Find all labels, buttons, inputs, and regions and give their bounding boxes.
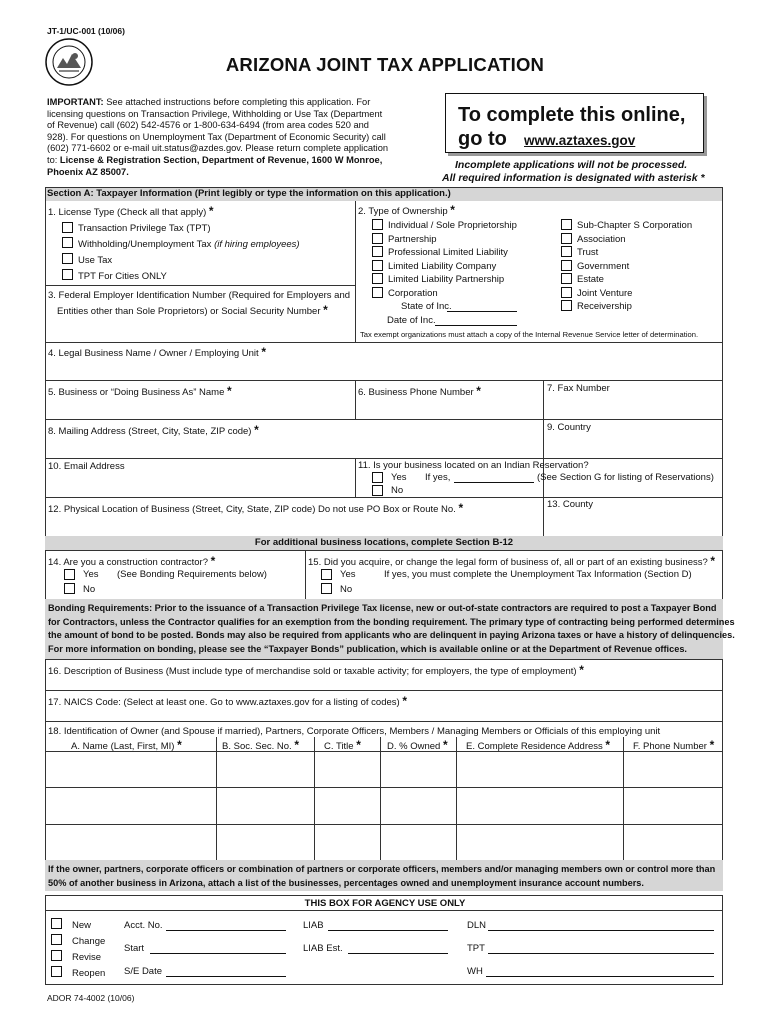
- q13-label: 13. County: [547, 499, 593, 510]
- q3-label-line2: [57, 304, 328, 318]
- important-label: IMPORTANT:: [47, 97, 104, 107]
- q2-checkbox[interactable]: [372, 219, 383, 230]
- fein-input[interactable]: [48, 318, 350, 340]
- asterisk-mark: *: [605, 738, 611, 752]
- asterisk-mark: *: [356, 738, 361, 752]
- q6-label-text: 6. Business Phone Number: [358, 387, 474, 398]
- q2-option: Professional Limited Liability: [388, 247, 508, 258]
- aztaxes-link[interactable]: www.aztaxes.gov: [524, 133, 636, 148]
- q7-label: 7. Fax Number: [547, 383, 610, 394]
- agency-new-checkbox[interactable]: [51, 918, 62, 929]
- legal-name-input[interactable]: [48, 358, 718, 378]
- asterisk-mark: *: [476, 384, 481, 398]
- q2-checkbox[interactable]: [561, 300, 572, 311]
- intro-line: (602) 771-6602 or e-mail uit.status@azdes.gov. Please return complete application: [47, 143, 389, 154]
- reservation-input[interactable]: [454, 482, 534, 483]
- asterisk-mark: *: [709, 738, 715, 752]
- page-title: ARIZONA JOINT TAX APPLICATION: [225, 54, 545, 75]
- q1-label-text: 1. License Type (Check all that apply): [48, 207, 207, 218]
- return-address-city: Phoenix AZ 85007.: [47, 166, 129, 177]
- liab-label: LIAB: [303, 920, 324, 931]
- date-of-inc-label: Date of Inc.: [387, 315, 436, 326]
- q2-option: Receivership: [577, 301, 632, 312]
- state-of-inc-input[interactable]: [447, 311, 517, 312]
- q1-option-use-tax: Use Tax: [78, 255, 113, 266]
- q2-checkbox[interactable]: [561, 260, 572, 271]
- dln-input[interactable]: [488, 930, 714, 931]
- q1-option-tpt: Transaction Privilege Tax (TPT): [78, 223, 211, 234]
- q2-option: Individual / Sole Proprietorship: [388, 220, 517, 231]
- agency-change-label: Change: [72, 936, 106, 947]
- q18-col-name-text: A. Name (Last, First, MI): [71, 741, 175, 752]
- bonding-line: for Contractors, unless the Contractor qualifies for an exemption from the bonding requirement. The primary type of contracting being performed determines: [48, 616, 735, 627]
- q18-col-ssn-text: B. Soc. Sec. No.: [222, 741, 292, 752]
- asterisk-mark: *: [177, 738, 182, 752]
- q16-label-text: 16. Description of Business (Must include type of merchandise sold or taxable activity; for employers, the type of employment): [48, 666, 577, 677]
- liab-est-label: LIAB Est.: [303, 943, 343, 954]
- wh-label: WH: [467, 966, 483, 977]
- q1-checkbox-use-tax[interactable]: [62, 253, 73, 264]
- liab-input[interactable]: [328, 930, 448, 931]
- q16-label: [48, 664, 584, 678]
- footer-form-number: ADOR 74-4002 (10/06): [47, 993, 135, 1003]
- q2-option: Government: [577, 261, 630, 272]
- asterisk-mark: *: [261, 345, 266, 359]
- online-box: [445, 93, 704, 153]
- q6-label: [358, 385, 481, 399]
- asterisk-mark: *: [208, 204, 214, 218]
- q17-label: [48, 695, 407, 709]
- tpt-label: TPT: [467, 943, 485, 954]
- q15-yes-checkbox[interactable]: [321, 569, 332, 580]
- return-address: License & Registration Section, Department of Revenue, 1600 W Monroe,: [59, 154, 383, 165]
- q15-yes-label: Yes: [340, 569, 356, 580]
- q14-label: [48, 555, 215, 569]
- q15-label: [308, 555, 715, 569]
- owner-notice-line: If the owner, partners, corporate officers or combination of partners or corporate officers, members and/or managing members own or control more than: [48, 864, 716, 874]
- asterisk-mark: *: [254, 423, 259, 437]
- dln-label: DLN: [467, 920, 487, 931]
- bonding-requirements: [45, 599, 735, 659]
- q11-see-section: (See Section G for listing of Reservations): [537, 472, 714, 483]
- bonding-line: For more information on bonding, please see the “Taxpayer Bonds” publication, which is available online or at the Department of Revenue offices.: [48, 643, 687, 654]
- q2-checkbox[interactable]: [372, 287, 383, 298]
- q14-no-label: No: [83, 584, 96, 595]
- q2-option: Joint Venture: [577, 288, 633, 299]
- q1-label: [48, 205, 214, 219]
- incomplete-notice: Incomplete applications will not be processed.: [455, 159, 688, 171]
- asterisk-mark: *: [210, 554, 216, 568]
- start-label: Start: [124, 943, 145, 954]
- owner-notice: [45, 860, 723, 891]
- q3-label-line1: 3. Federal Employer Identification Number (Required for Employers and: [48, 290, 351, 301]
- intro-line: 928). For questions on Unemployment Tax (Department of Economic Security) call: [47, 131, 386, 142]
- bonding-text: [48, 602, 735, 656]
- q15-no-checkbox[interactable]: [321, 583, 332, 594]
- q14-no-checkbox[interactable]: [64, 583, 75, 594]
- asterisk-mark: *: [458, 501, 464, 515]
- q2-checkbox[interactable]: [372, 233, 383, 244]
- asterisk-mark: *: [402, 694, 407, 708]
- asterisk-mark: *: [710, 554, 716, 568]
- q2-checkbox[interactable]: [561, 273, 572, 284]
- asterisk-mark: *: [450, 203, 455, 217]
- intro-line: to:: [47, 154, 60, 165]
- agency-change-checkbox[interactable]: [51, 934, 62, 945]
- q2-label: [358, 204, 455, 218]
- state-of-inc-label: State of Inc.: [401, 301, 452, 312]
- section-a-title: Section A: Taxpayer Information (Print legibly or type the information on this application.): [47, 188, 451, 199]
- q11-no-label: No: [391, 485, 404, 496]
- q2-checkbox[interactable]: [561, 219, 572, 230]
- asterisk-mark: *: [294, 738, 300, 752]
- q14-label-text: 14. Are you a construction contractor?: [48, 557, 209, 568]
- q14-yes-label: Yes: [83, 569, 99, 580]
- q2-option: Estate: [577, 274, 604, 285]
- intro-line: licensing questions on Transaction Privilege, Withholding or Use Tax (Department: [47, 108, 383, 119]
- q10-label: 10. Email Address: [48, 461, 125, 472]
- intro-line: of Revenue) call (602) 542-4576 or 1-800-634-6494 (from area codes 520 and: [47, 120, 369, 131]
- agency-reopen-checkbox[interactable]: [51, 966, 62, 977]
- q9-label: 9. Country: [547, 422, 591, 433]
- owner-notice-text: [48, 863, 715, 890]
- asterisk-mark: *: [579, 663, 584, 677]
- start-input[interactable]: [150, 953, 286, 954]
- q14-yes-note: (See Bonding Requirements below): [117, 569, 267, 580]
- intro-text: [47, 97, 422, 178]
- tax-exempt-note: Tax exempt organizations must attach a copy of the Internal Revenue Service letter of determination.: [360, 330, 699, 339]
- q2-label-text: 2. Type of Ownership: [358, 206, 448, 217]
- q12-label-text: 12. Physical Location of Business (Street, City, State, ZIP code) Do not use PO Box or Route No.: [48, 504, 456, 515]
- table-row[interactable]: [46, 752, 722, 787]
- table-row[interactable]: [46, 788, 722, 824]
- agency-revise-checkbox[interactable]: [51, 950, 62, 961]
- q1-option-withholding-note: (if hiring employees): [214, 239, 300, 250]
- agency-header: THIS BOX FOR AGENCY USE ONLY: [304, 898, 466, 909]
- se-date-label: S/E Date: [124, 966, 163, 977]
- q2-option: Limited Liability Company: [388, 261, 497, 272]
- q11-yes-label: Yes: [391, 472, 407, 483]
- date-of-inc-input[interactable]: [435, 325, 517, 326]
- asterisk-mark: *: [323, 303, 328, 317]
- owner-notice-line: 50% of another business in Arizona, attach a list of the businesses, percentages owned and unemployment insurance account numbers.: [48, 877, 644, 888]
- q11-if-yes-label: If yes,: [425, 472, 451, 483]
- bonding-line: Bonding Requirements: Prior to the issuance of a Transaction Privilege Tax license, new or out-of-state contractors are required to post a Taxpayer Bond: [48, 603, 717, 613]
- asterisk-mark: *: [700, 172, 705, 184]
- se-date-input[interactable]: [166, 976, 286, 977]
- agency-reopen-label: Reopen: [72, 968, 106, 979]
- q2-checkbox[interactable]: [561, 287, 572, 298]
- asterisk-mark: *: [442, 738, 448, 752]
- q2-option: Limited Liability Partnership: [388, 274, 505, 285]
- additional-locations-band: [45, 536, 723, 550]
- q15-no-label: No: [340, 584, 353, 595]
- q18-col-address-text: E. Complete Residence Address: [466, 741, 603, 752]
- q11-yes-checkbox[interactable]: [372, 472, 383, 483]
- q5-label: [48, 385, 232, 399]
- q12-label: [48, 502, 463, 516]
- q2-option: Trust: [577, 247, 599, 258]
- q1-checkbox-tpt[interactable]: [62, 222, 73, 233]
- q17-label-text: 17. NAICS Code: (Select at least one. Go to www.aztaxes.gov for a listing of codes): [48, 697, 400, 708]
- q8-label-text: 8. Mailing Address (Street, City, State, ZIP code): [48, 426, 252, 437]
- q4-label-text: 4. Legal Business Name / Owner / Employing Unit: [48, 348, 259, 359]
- asterisk-mark: *: [227, 384, 232, 398]
- q1-checkbox-tpt-cities[interactable]: [62, 269, 73, 280]
- q5-label-text: 5. Business or “Doing Business As” Name: [48, 387, 225, 398]
- agency-new-label: New: [72, 920, 92, 931]
- online-line1: To complete this online,: [458, 104, 686, 126]
- required-notice-text: All required information is designated with asterisk: [442, 172, 698, 184]
- online-line2: go to: [458, 128, 507, 150]
- form-id: JT-1/UC-001 (10/06): [47, 26, 125, 36]
- acct-no-label: Acct. No.: [124, 920, 163, 931]
- q11-no-checkbox[interactable]: [372, 485, 383, 496]
- q3-label-line2-text: Entities other than Sole Proprietors) or Social Security Number: [57, 306, 321, 317]
- q15-label-text: 15. Did you acquire, or change the legal form of business of, all or part of an existing business?: [308, 557, 708, 568]
- q1-option-withholding-text: Withholding/Unemployment Tax: [78, 239, 212, 250]
- liab-est-input[interactable]: [348, 953, 448, 954]
- q2-option: Corporation: [388, 288, 438, 299]
- q18-label: 18. Identification of Owner (and Spouse if married), Partners, Corporate Officers, Members / Managing Members or Officials of this employing unit: [48, 726, 661, 737]
- q2-option: Sub-Chapter S Corporation: [577, 220, 693, 231]
- q8-label: [48, 424, 259, 438]
- q1-checkbox-withholding[interactable]: [62, 237, 73, 248]
- q18-col-owned-text: D. % Owned: [387, 741, 441, 752]
- q14-yes-checkbox[interactable]: [64, 569, 75, 580]
- q2-checkbox[interactable]: [561, 233, 572, 244]
- wh-input[interactable]: [486, 976, 714, 977]
- additional-locations-text: For additional business locations, complete Section B-12: [254, 537, 514, 548]
- agency-revise-label: Revise: [72, 952, 102, 963]
- intro-line: See attached instructions before completing this application. For: [106, 97, 371, 107]
- q1-option-tpt-cities: TPT For Cities ONLY: [78, 271, 167, 282]
- bonding-line: the amount of bond to be posted. Bonds may also be required from applicants who are delinquent in paying Arizona taxes or have a history of delinquencies.: [48, 630, 735, 640]
- q18-col-title-text: C. Title: [324, 741, 354, 752]
- tpt-input[interactable]: [488, 953, 714, 954]
- required-notice: [442, 172, 705, 184]
- q18-col-phone-text: F. Phone Number: [633, 741, 707, 752]
- q2-option: Partnership: [388, 234, 437, 245]
- q15-yes-note: If yes, you must complete the Unemployment Tax Information (Section D): [384, 569, 692, 580]
- q2-checkbox[interactable]: [561, 246, 572, 257]
- q1-option-withholding: [78, 239, 300, 251]
- q11-label: 11. Is your business located on an Indian Reservation?: [358, 460, 589, 471]
- q2-option: Association: [577, 234, 626, 245]
- table-row[interactable]: [46, 825, 722, 860]
- q2-checkbox[interactable]: [372, 273, 383, 284]
- q2-checkbox[interactable]: [372, 246, 383, 257]
- q2-checkbox[interactable]: [372, 260, 383, 271]
- acct-no-input[interactable]: [166, 930, 286, 931]
